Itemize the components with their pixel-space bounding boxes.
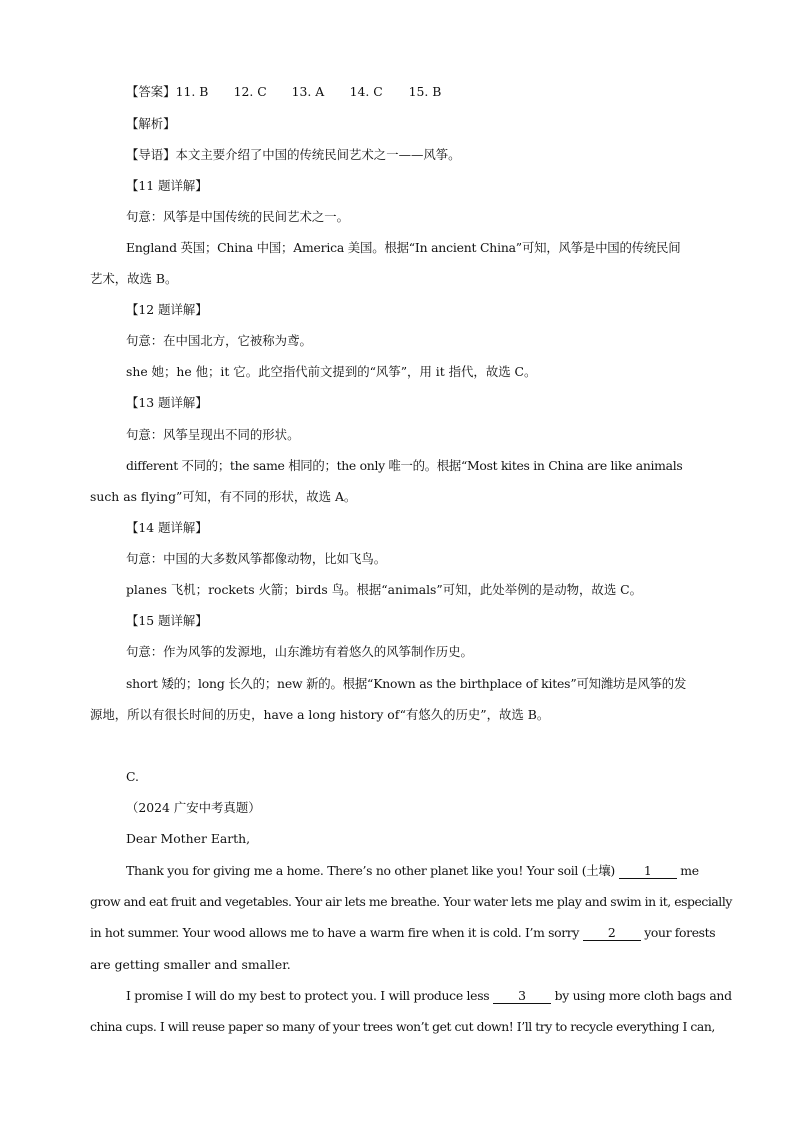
letter-p1-line-1 (126, 863, 702, 879)
letter-p2-line-2: china cups. I will reuse paper so many of your trees won’t get cut down! I’ll try to recycle everything I can, (90, 1019, 715, 1034)
blank-2[interactable]: 2 (583, 926, 641, 941)
letter-p1-line-1-text-b: me (680, 863, 699, 878)
q13-meaning: 句意：风筝呈现出不同的形状。 (126, 427, 300, 442)
answer-12: 12. C (233, 84, 267, 99)
q12-meaning: 句意：在中国北方，它被称为鸢。 (126, 333, 312, 348)
answer-13: 13. A (291, 84, 325, 99)
q13-title: 【13 题详解】 (126, 395, 208, 410)
q12-title: 【12 题详解】 (126, 302, 208, 317)
answer-11: 11. B (175, 84, 209, 99)
q15-meaning: 句意：作为风筝的发源地，山东潍坊有着悠久的风筝制作历史。 (126, 644, 473, 659)
letter-greeting: Dear Mother Earth, (126, 831, 251, 846)
blank-1[interactable]: 1 (619, 864, 677, 879)
q11-meaning: 句意：风筝是中国传统的民间艺术之一。 (126, 209, 350, 224)
analysis-heading: 【解析】 (126, 116, 176, 131)
q14-explain-line-1: planes 飞机；rockets 火箭；birds 鸟。根据“animals”可知，此处举例的是动物，故选 C。 (126, 582, 643, 597)
q15-explain-line-2: 源地，所以有很长时间的历史，have a long history of“有悠久的历史”，故选 B。 (90, 707, 550, 722)
answer-14: 14. C (349, 84, 383, 99)
letter-p1-line-4: are getting smaller and smaller. (90, 957, 291, 972)
q11-explain-line-1: England 英国；China 中国；America 美国。根据“In ancient China”可知，风筝是中国的传统民间 (126, 240, 681, 255)
q15-explain-line-1: short 矮的；long 长久的；new 新的。根据“Known as the birthplace of kites”可知潍坊是风筝的发 (126, 676, 687, 691)
q14-title: 【14 题详解】 (126, 520, 208, 535)
q12-explain-line-1: she 她；he 他；it 它。此空指代前文提到的“风筝”，用 it 指代，故选 C。 (126, 364, 537, 379)
answer-label: 【答案】 (126, 84, 176, 99)
letter-p1-line-3 (90, 925, 715, 941)
q13-explain-line-1: different 不同的；the same 相同的；the only 唯一的。根据“Most kites in China are like animals (126, 458, 683, 473)
blank-3[interactable]: 3 (493, 989, 551, 1004)
letter-p1-line-1-text-a: Thank you for giving me a home. There’s no other planet like you! Your soil (土壤) (126, 863, 615, 878)
letter-p2-line-1-text-a: I promise I will do my best to protect you. I will produce less (126, 988, 490, 1003)
q11-title: 【11 题详解】 (126, 178, 208, 193)
q11-explain-line-2: 艺术，故选 B。 (90, 271, 178, 286)
answer-key (126, 84, 441, 100)
letter-p2-line-1 (126, 988, 732, 1004)
section-c-source: （2024 广安中考真题） (126, 800, 261, 815)
q14-meaning: 句意：中国的大多数风筝都像动物，比如飞鸟。 (126, 551, 387, 566)
letter-p1-line-2: grow and eat fruit and vegetables. Your air lets me breathe. Your water lets me play and swim in it, especially (90, 894, 732, 909)
guide-text: 【导语】本文主要介绍了中国的传统民间艺术之一——风筝。 (126, 147, 461, 162)
q13-explain-line-2: such as flying”可知，有不同的形状，故选 A。 (90, 489, 357, 504)
q15-title: 【15 题详解】 (126, 613, 208, 628)
letter-p2-line-1-text-b: by using more cloth bags and (554, 988, 732, 1003)
section-c-label: C. (126, 769, 139, 784)
answer-15: 15. B (408, 84, 442, 99)
letter-p1-line-3-text-a: in hot summer. Your wood allows me to have a warm fire when it is cold. I’m sorry (90, 925, 580, 940)
letter-p1-line-3-text-b: your forests (644, 925, 716, 940)
